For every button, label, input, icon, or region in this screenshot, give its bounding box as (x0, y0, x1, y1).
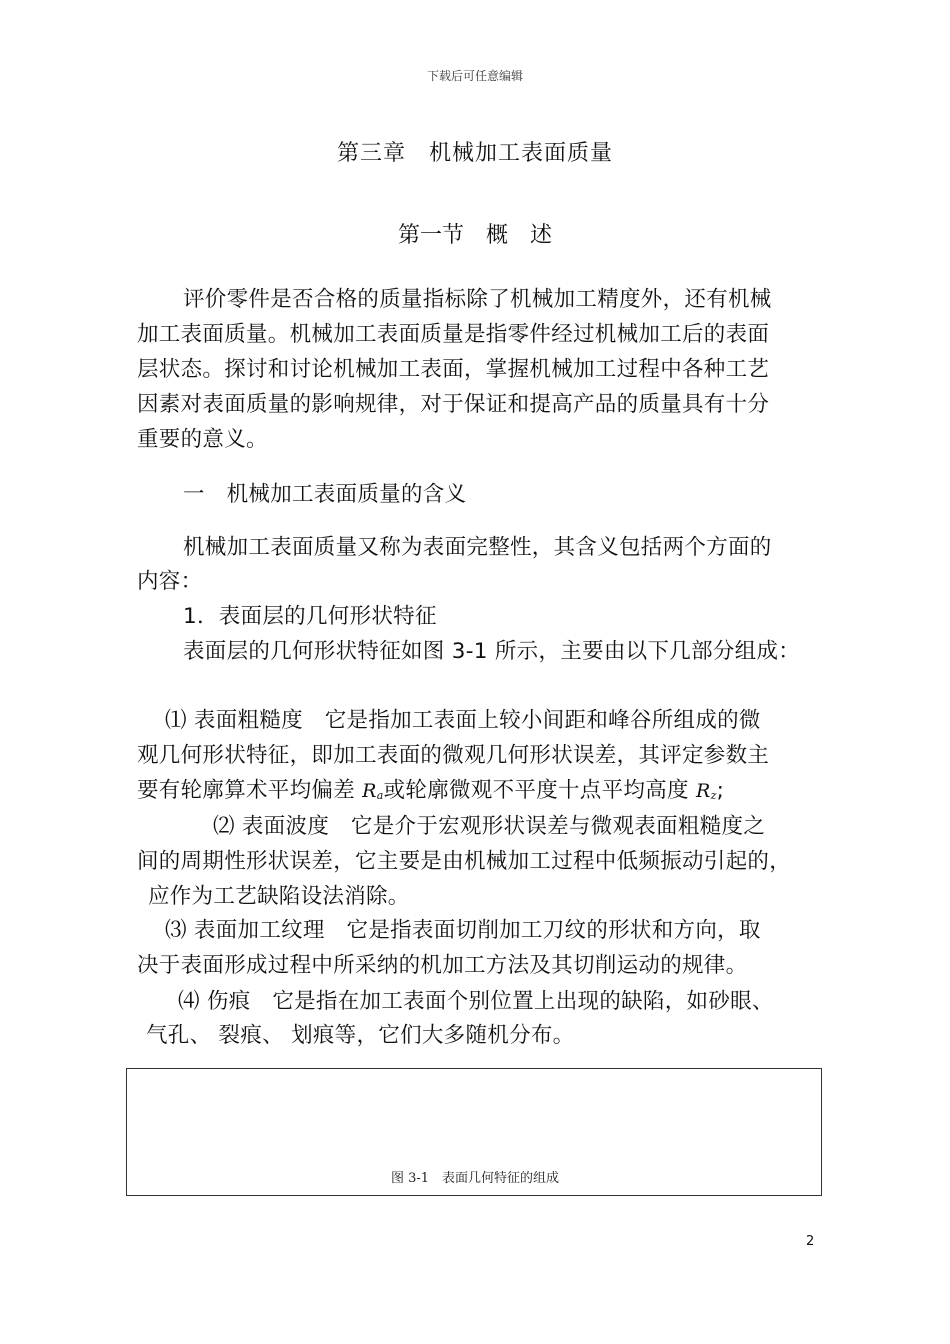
page-number: 2 (806, 1234, 815, 1249)
subheading: 一 机械加工表面质量的含义 (183, 482, 467, 507)
symbol-subscript: z (710, 789, 717, 802)
point-line: ⑶ 表面加工纹理 它是指表面切削加工刀纹的形状和方向，取 (165, 918, 761, 943)
section-title: 第一节 概 述 (397, 223, 552, 248)
paragraph-line: 机械加工表面质量又称为表面完整性，其含义包括两个方面的 (183, 535, 772, 560)
point-text: 或轮廓微观不平度十点平均高度 (383, 778, 696, 803)
paragraph-line: 重要的意义。 (137, 427, 268, 452)
chapter-title: 第三章 机械加工表面质量 (336, 141, 613, 166)
figure-caption: 图 3-1 表面几何特征的组成 (390, 1171, 560, 1186)
point-line: 观几何形状特征，即加工表面的微观几何形状误差，其评定参数主 (137, 743, 770, 768)
point-text: 要有轮廓算术平均偏差 (137, 778, 363, 803)
paragraph-line: 因素对表面质量的影响规律，对于保证和提高产品的质量具有十分 (137, 392, 770, 417)
paragraph-line: 加工表面质量。机械加工表面质量是指零件经过机械加工后的表面 (137, 322, 770, 347)
paragraph-line: 评价零件是否合格的质量指标除了机械加工精度外，还有机械 (183, 287, 772, 312)
point-line: 气孔、 裂痕、 划痕等，它们大多随机分布。 (146, 1023, 575, 1048)
point-line: 应作为工艺缺陷设法消除。 (148, 884, 410, 909)
item-heading: 1．表面层的几何形状特征 (183, 604, 437, 629)
symbol-subscript: a (376, 789, 384, 802)
paragraph-line: 内容： (137, 569, 203, 594)
point-line: ⑴ 表面粗糙度 它是指加工表面上较小间距和峰谷所组成的微 (165, 708, 761, 733)
paragraph-line: 表面层的几何形状特征如图 3-1 所示，主要由以下几部分组成： (183, 639, 801, 664)
point-line (137, 776, 724, 806)
point-text: ; (716, 778, 725, 803)
point-line: 决于表面形成过程中所采纳的机加工方法及其切削运动的规律。 (137, 953, 748, 978)
symbol-r: R (362, 780, 377, 802)
paragraph-line: 层状态。探讨和讨论机械加工表面，掌握机械加工过程中各种工艺 (137, 357, 770, 382)
point-line: 间的周期性形状误差，它主要是由机械加工过程中低频振动引起的， (137, 849, 792, 874)
point-line: ⑵ 表面波度 它是介于宏观形状误差与微观表面粗糙度之 (213, 814, 766, 839)
symbol-r: R (695, 780, 711, 802)
header-note: 下载后可任意编辑 (426, 69, 523, 83)
point-line: ⑷ 伤痕 它是指在加工表面个别位置上出现的缺陷，如砂眼、 (178, 989, 774, 1014)
